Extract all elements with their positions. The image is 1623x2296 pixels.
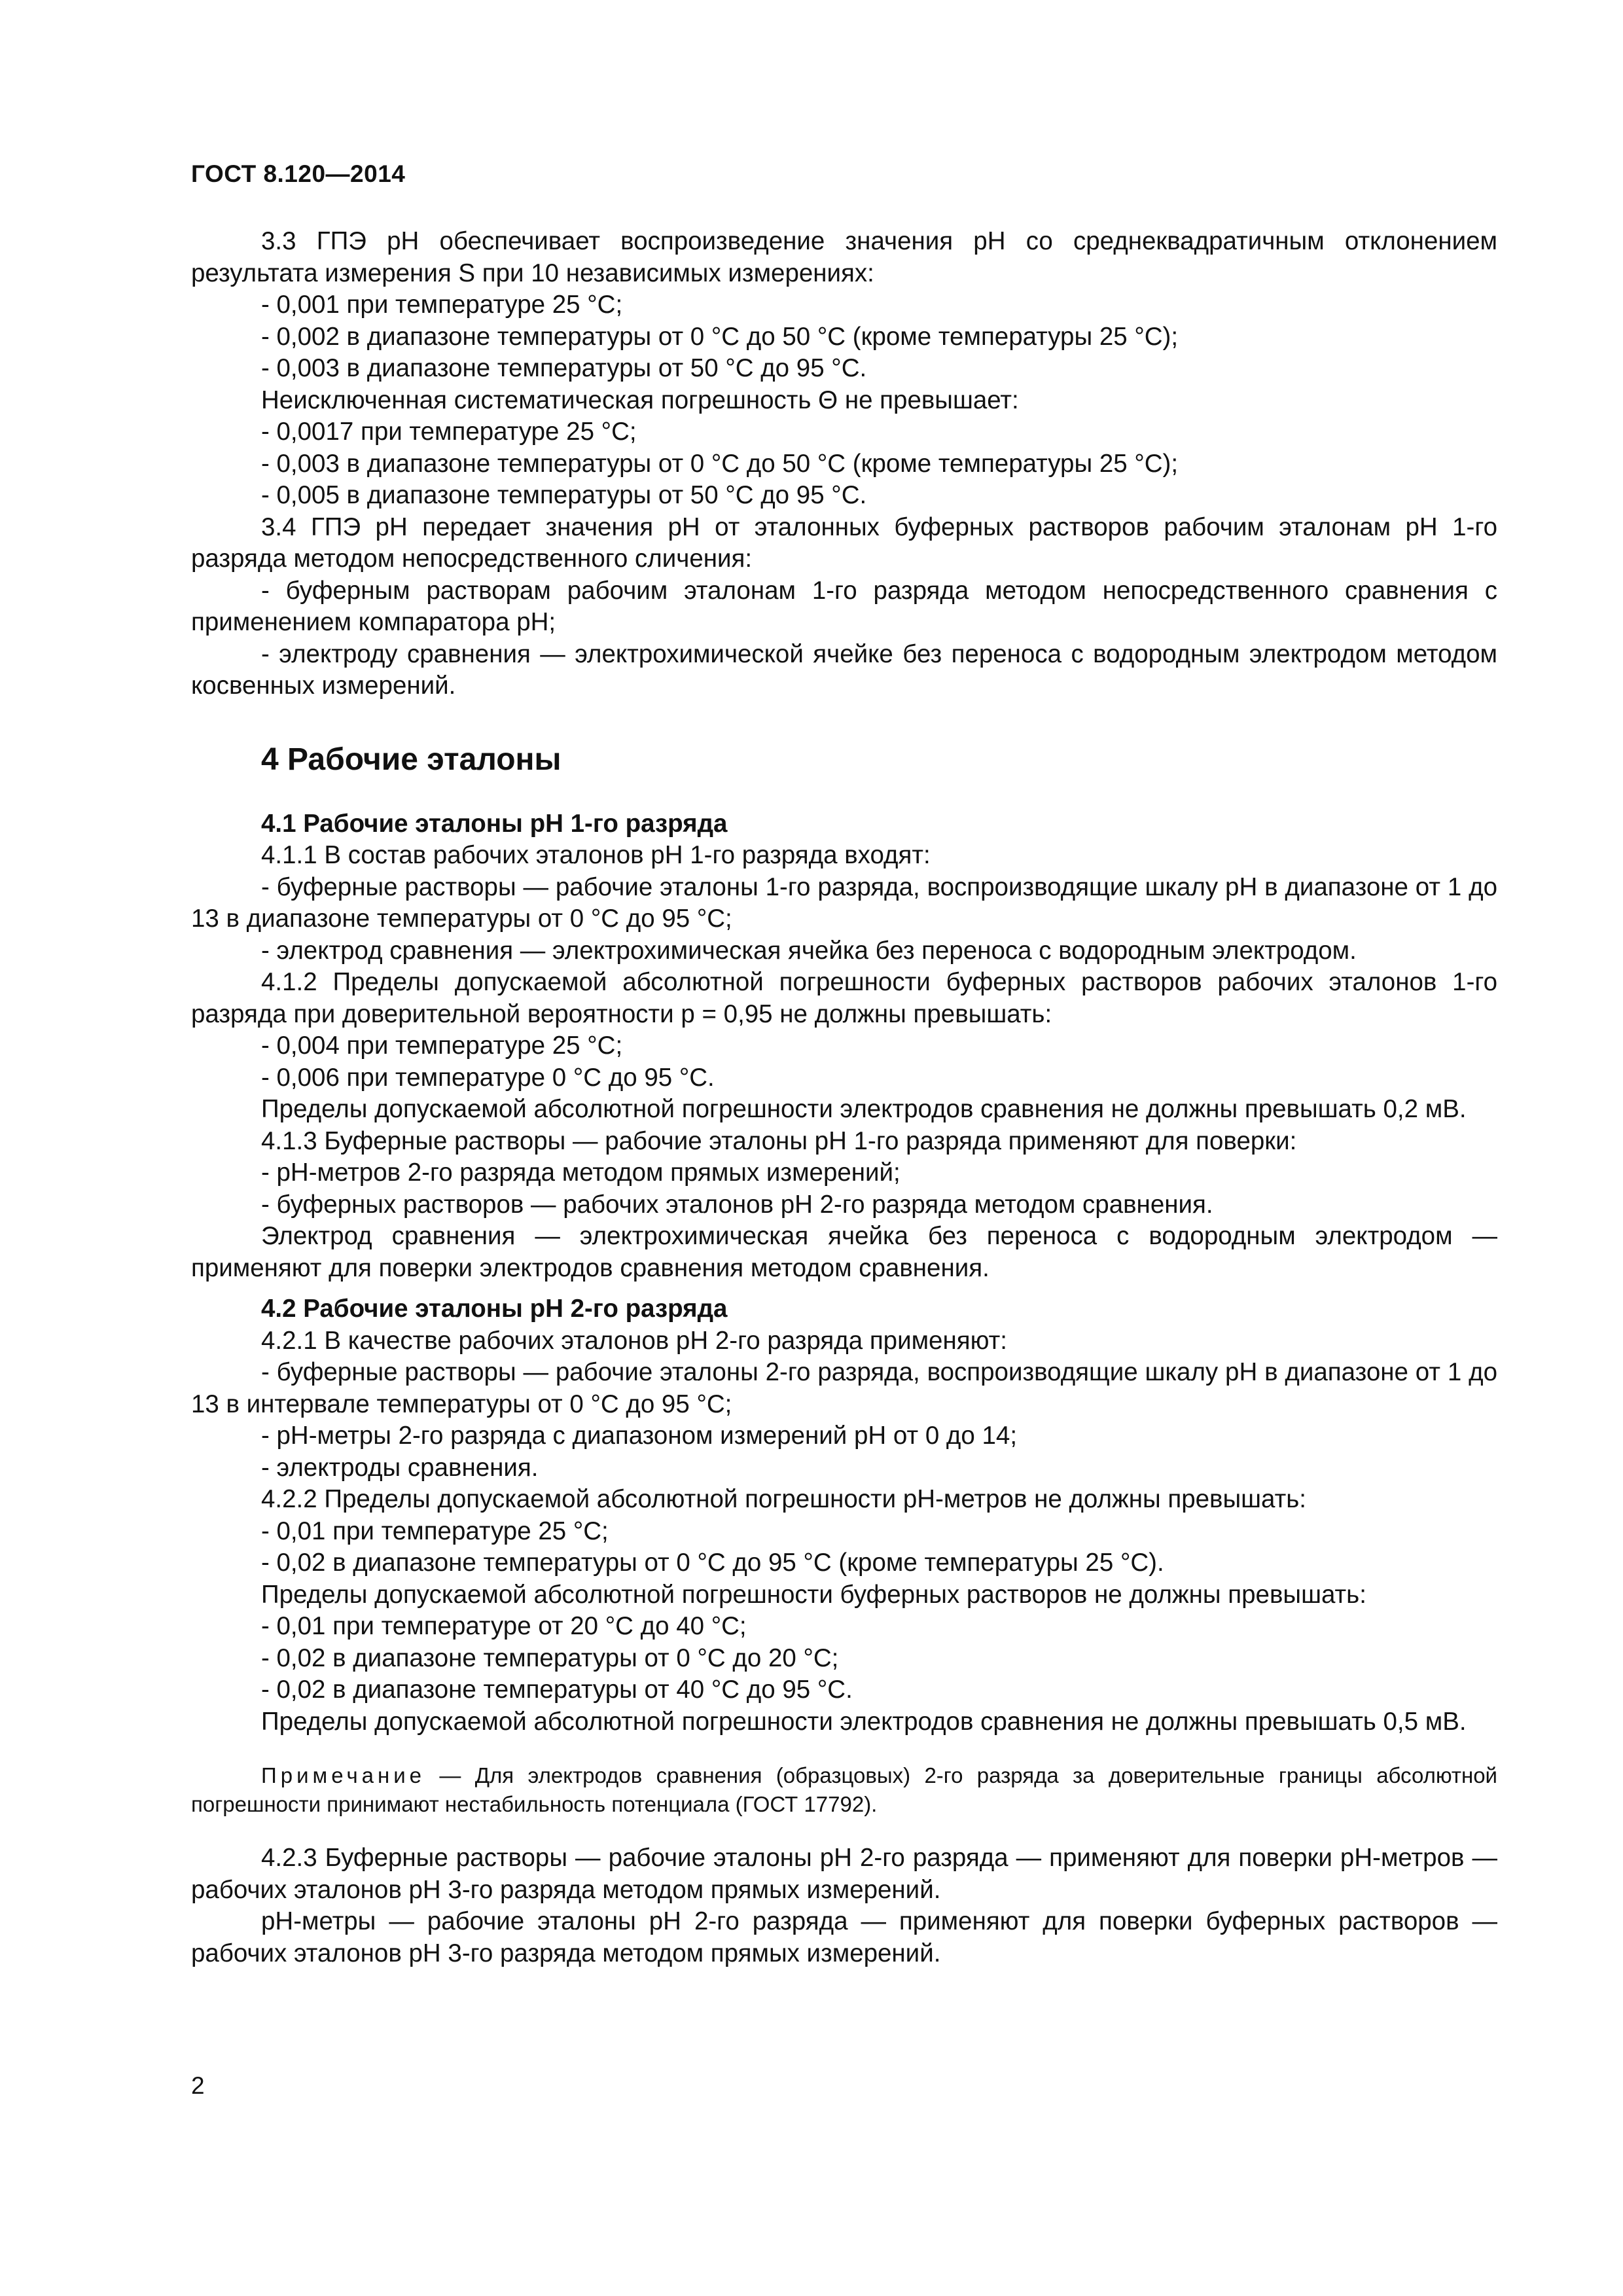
paragraph-4-1-2-electrodes: Пределы допускаемой абсолютной погрешности электродов сравнения не должны превышать 0,2 мВ. — [261, 1095, 1467, 1123]
list-item: - pH-метров 2-го разряда методом прямых измерений; — [261, 1158, 901, 1187]
list-item: - 0,004 при температуре 25 °C; — [261, 1031, 623, 1060]
paragraph-4-2-2-electrodes: Пределы допускаемой абсолютной погрешности электродов сравнения не должны превышать 0,5 мВ. — [261, 1707, 1467, 1736]
list-item: - 0,003 в диапазоне температуры от 50 °C до 95 °C. — [261, 354, 867, 382]
list-item: - 0,003 в диапазоне температуры от 0 °C до 50 °C (кроме температуры 25 °C); — [261, 449, 1179, 478]
list-item: - 0,02 в диапазоне температуры от 40 °C до 95 °C. — [261, 1676, 853, 1704]
paragraph-4-1-1: 4.1.1 В состав рабочих эталонов pH 1-го разряда входят: — [261, 841, 931, 869]
list-item: - электроды сравнения. — [261, 1453, 539, 1482]
list-item: - 0,0017 при температуре 25 °C; — [261, 418, 637, 446]
paragraph-4-2-2: 4.2.2 Пределы допускаемой абсолютной погрешности pH-метров не должны превышать: — [261, 1485, 1306, 1513]
paragraph-3-3: 3.3 ГПЭ pH обеспечивает воспроизведение значения pH со среднеквадратичным отклонением результата измерения S при 10 независимых измерениях: — [191, 227, 1497, 287]
paragraph-4-1-3-electrode: Электрод сравнения — электрохимическая ячейка без переноса с водородным электродом — применяют для поверки электродов сравнения методом сравнения. — [191, 1222, 1497, 1282]
list-item: - 0,002 в диапазоне температуры от 0 °C до 50 °C (кроме температуры 25 °C); — [261, 322, 1179, 351]
section-4-heading: 4 Рабочие эталоны — [261, 742, 562, 777]
list-item: - 0,005 в диапазоне температуры от 50 °C до 95 °C. — [261, 481, 867, 509]
paragraph-4-2-3-meters: pH-метры — рабочие эталоны pH 2-го разряда — применяют для поверки буферных растворов — рабочих эталонов pH 3-го разряда методом прямых измерений. — [191, 1907, 1497, 1967]
list-item: - электроду сравнения — электрохимической ячейке без переноса с водородным электродом методом косвенных измерений. — [191, 639, 1497, 700]
list-item: - 0,02 в диапазоне температуры от 0 °C до 20 °C; — [261, 1643, 839, 1672]
list-item: - 0,01 при температуре 25 °C; — [261, 1516, 609, 1545]
subsection-4-2-heading: 4.2 Рабочие эталоны pH 2-го разряда — [261, 1295, 728, 1323]
list-item: - электрод сравнения — электрохимическая ячейка без переноса с водородным электродом. — [261, 936, 1357, 965]
paragraph-4-2-2-buffers: Пределы допускаемой абсолютной погрешности буферных растворов не должны превышать: — [261, 1580, 1366, 1609]
paragraph-theta-intro: Неисключенная систематическая погрешность Θ не превышает: — [261, 386, 1019, 414]
paragraph-4-2-3: 4.2.3 Буферные растворы — рабочие эталоны pH 2-го разряда — применяют для поверки pH-метров — рабочих эталонов pH 3-го разряда методом прямых измерений. — [191, 1844, 1497, 1904]
paragraph-3-4: 3.4 ГПЭ pH передает значения pH от эталонных буферных растворов рабочим эталонам pH 1-го разряда методом непосредственного сличения: — [191, 512, 1497, 573]
note-block — [191, 1761, 1497, 1819]
list-item: - буферные растворы — рабочие эталоны 2-го разряда, воспроизводящие шкалу pH в диапазоне от 1 до 13 в интервале температуры от 0 °C до 95 °C; — [191, 1358, 1497, 1418]
list-item: - буферные растворы — рабочие эталоны 1-го разряда, воспроизводящие шкалу pH в диапазоне от 1 до 13 в диапазоне температуры от 0 °C до 95 °C; — [191, 872, 1497, 933]
list-item: - pH-метры 2-го разряда с диапазоном измерений pH от 0 до 14; — [261, 1422, 1018, 1450]
paragraph-4-1-3: 4.1.3 Буферные растворы — рабочие эталоны pH 1-го разряда применяют для поверки: — [261, 1126, 1297, 1155]
list-item: - буферных растворов — рабочих эталонов pH 2-го разряда методом сравнения. — [261, 1190, 1213, 1219]
list-item: - 0,02 в диапазоне температуры от 0 °C до 95 °C (кроме температуры 25 °C). — [261, 1549, 1164, 1577]
document-header: ГОСТ 8.120—2014 — [191, 160, 406, 187]
list-item: - буферным растворам рабочим эталонам 1-го разряда методом непосредственного сравнения с применением компаратора pH; — [191, 576, 1497, 636]
paragraph-4-1-2: 4.1.2 Пределы допускаемой абсолютной погрешности буферных растворов рабочих эталонов 1-го разряда при доверительной вероятности p = 0,95 не должны превышать: — [191, 968, 1497, 1028]
page-body — [191, 226, 1497, 1969]
note-label: Примечание — [261, 1763, 426, 1787]
page-number: 2 — [191, 2072, 205, 2099]
subsection-4-1-heading: 4.1 Рабочие эталоны pH 1-го разряда — [261, 809, 728, 838]
list-item: - 0,006 при температуре 0 °C до 95 °C. — [261, 1063, 715, 1092]
list-item: - 0,001 при температуре 25 °C; — [261, 291, 623, 319]
list-item: - 0,01 при температуре от 20 °C до 40 °C; — [261, 1612, 747, 1640]
note-text: — Для электродов сравнения (образцовых) 2-го разряда за доверительные границы абсолютной погрешности принимают нестабильность потенциала (ГОСТ 17792). — [191, 1763, 1497, 1816]
paragraph-4-2-1: 4.2.1 В качестве рабочих эталонов pH 2-го разряда применяют: — [261, 1326, 1007, 1355]
